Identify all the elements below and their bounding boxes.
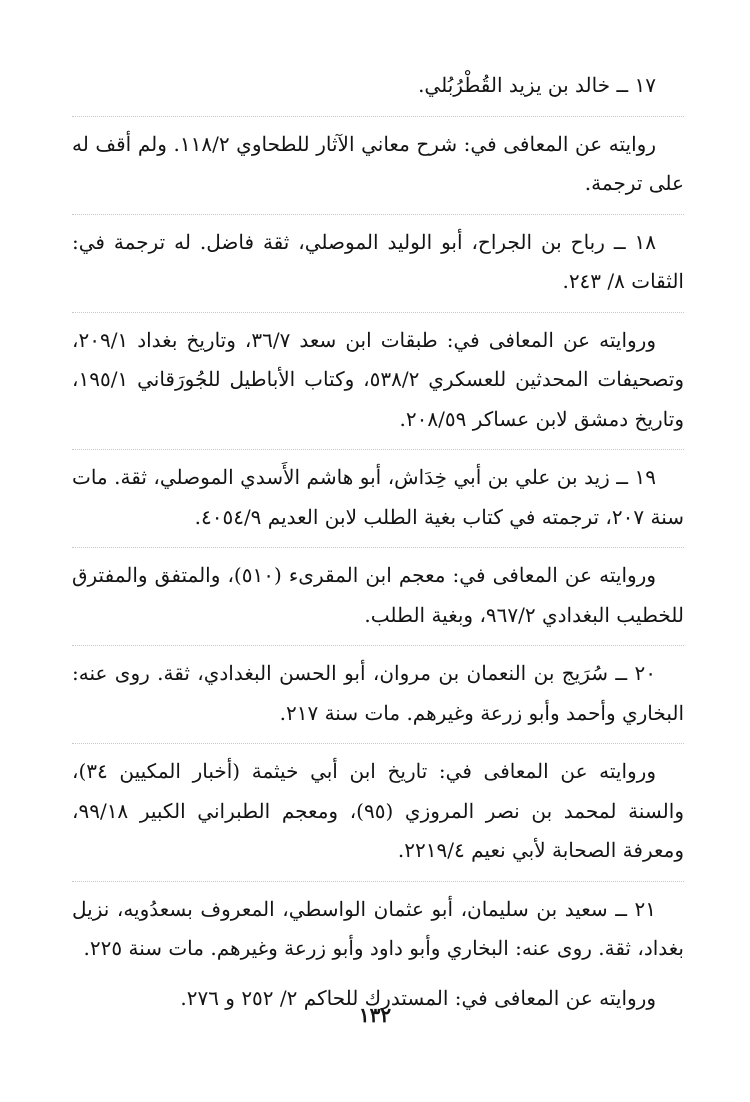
divider xyxy=(72,645,684,646)
narration-17: روايته عن المعافى في: شرح معاني الآثار للطحاوي ١١٨/٢. ولم أقف له على ترجمة. xyxy=(72,131,684,195)
divider xyxy=(72,881,684,882)
narration-19: وروايته عن المعافى في: معجم ابن المقرىء (٥١٠)، والمتفق والمفترق للخطيب البغدادي ٩٦٧/٢، وبغية الطلب. xyxy=(72,563,684,627)
entry-17: ١٧ ــ خالد بن يزيد القُطْرُبُلي. xyxy=(418,73,656,97)
divider xyxy=(72,312,684,313)
page-body xyxy=(72,66,684,1028)
narration-18: وروايته عن المعافى في: طبقات ابن سعد ٣٦/٧، وتاريخ بغداد ٢٠٩/١، وتصحيفات المحدثين للعسكري ٥٣٨/٢، وكتاب الأباطيل للجُورَقاني ١٩٥/١، وتاريخ دمشق لابن عساكر ٢٠٨/٥٩. xyxy=(72,327,684,431)
narration-21: وروايته عن المعافى في: المستدرك للحاكم ٢/ ٢٥٢ و ٢٧٦. xyxy=(180,985,656,1010)
divider xyxy=(72,743,684,744)
divider xyxy=(72,547,684,548)
divider xyxy=(72,449,684,450)
entry-18: ١٨ ــ رباح بن الجراح، أبو الوليد الموصلي، ثقة فاضل. له ترجمة في: الثقات ٨/ ٢٤٣. xyxy=(72,229,684,293)
entry-21: ٢١ ــ سعيد بن سليمان، أبو عثمان الواسطي، المعروف بسعدُويه، نزيل بغداد، ثقة. روى عنه: البخاري وأبو داود وأبو زرعة وغيرهم. مات سنة ٢٢٥. xyxy=(72,896,684,960)
divider xyxy=(72,116,684,117)
narration-20: وروايته عن المعافى في: تاريخ ابن أبي خيثمة (أخبار المكيين ٣٤)، والسنة لمحمد بن نصر المروزي (٩٥)، ومعجم الطبراني الكبير ٩٩/١٨، ومعرفة الصحابة لأبي نعيم ٢٢١٩/٤. xyxy=(72,759,684,862)
entry-20: ٢٠ ــ سُرَيج بن النعمان بن مروان، أبو الحسن البغدادي، ثقة. روى عنه: البخاري وأحمد وأبو زرعة وغيرهم. مات سنة ٢١٧. xyxy=(72,661,684,725)
entry-19: ١٩ ــ زيد بن علي بن أبي خِدَاش، أبو هاشم الأَسدي الموصلي، ثقة. مات سنة ٢٠٧، ترجمته في كتاب بغية الطلب لابن العديم ٤٠٥٤/٩. xyxy=(72,465,684,529)
divider xyxy=(72,214,684,215)
page-number: ١٣٢ xyxy=(358,1003,392,1027)
